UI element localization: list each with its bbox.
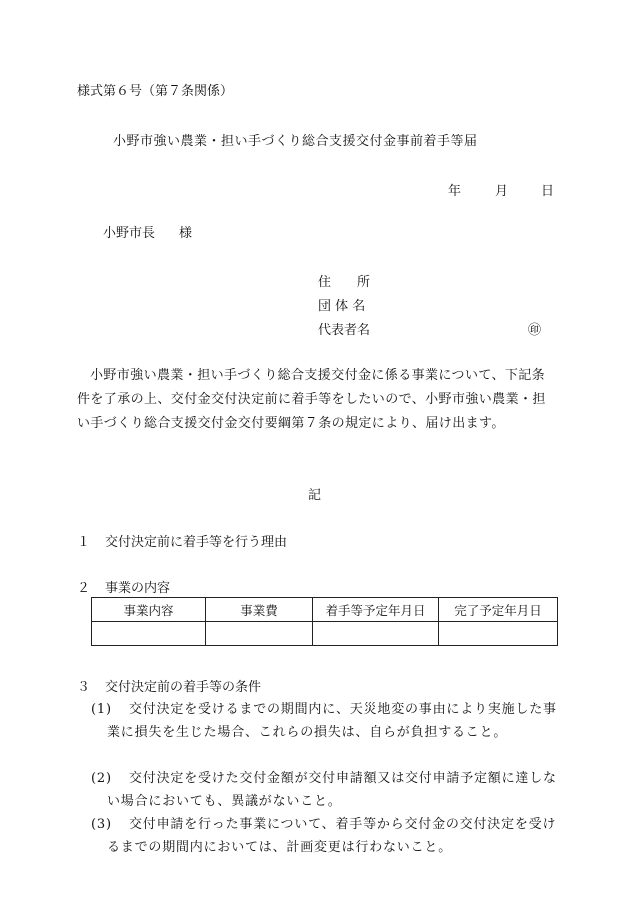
section-2-number: ２ [77, 581, 91, 596]
addressee-name: 小野市長 [103, 226, 156, 241]
section-3-heading [77, 676, 261, 695]
condition-text: 交付決定を受けた交付金額が交付申請額又は交付申請予定額に達しない場合においても、異議がないこと。 [107, 771, 557, 809]
date-day-label: 日 [541, 184, 555, 199]
condition-number: (2) [91, 771, 112, 786]
section-1-heading [77, 531, 287, 550]
section-1-number: １ [77, 535, 91, 550]
section-3-number: ３ [77, 680, 91, 695]
form-number: 様式第６号（第７条関係） [77, 84, 234, 99]
condition-text: 交付決定を受けるまでの期間内に、天災地変の事由により実施した事業に損失を生じた場合、これらの損失は、自らが負担すること。 [107, 702, 557, 740]
condition-number: (1) [91, 702, 112, 717]
section-3-title: 交付決定前の着手等の条件 [105, 680, 262, 695]
organization-label: 団 体 名 [318, 299, 366, 314]
table-header-cell: 事業費 [206, 598, 313, 622]
date-year-label: 年 [448, 184, 462, 199]
addressee [103, 222, 192, 241]
table-header-row [92, 598, 558, 622]
representative-label: 代表者名 [318, 323, 371, 338]
applicant-block [318, 271, 370, 343]
table-cell [92, 622, 206, 646]
address-label: 住 所 [318, 275, 371, 290]
table-row [92, 622, 558, 646]
seal-mark: ㊞ [528, 323, 542, 338]
document-title: 小野市強い農業・担い手づくり総合支援交付金事前着手等届 [113, 134, 478, 149]
body-paragraph: 小野市強い農業・担い手づくり総合支援交付金に係る事業について、下記条件を了承の上、交付金交付決定前に着手等をしたいので、小野市強い農業・担い手づくり総合支援交付金交付要綱第７条の規定により、届け出ます。 [77, 368, 546, 431]
project-content-table [91, 597, 558, 646]
section-1-title: 交付決定前に着手等を行う理由 [105, 535, 288, 550]
table-cell [313, 622, 439, 646]
table-cell [206, 622, 313, 646]
ki-heading: 記 [308, 488, 322, 503]
date-month-label: 月 [495, 184, 509, 199]
table-header-cell: 着手等予定年月日 [313, 598, 439, 622]
table-cell [439, 622, 558, 646]
condition-text: 交付申請を行った事業について、着手等から交付金の交付決定を受けるまでの期間内においては、計画変更は行わないこと。 [107, 817, 557, 855]
addressee-honorific: 様 [179, 226, 193, 241]
condition-item [91, 813, 557, 859]
condition-number: (3) [91, 817, 112, 832]
table-header-cell: 完了予定年月日 [439, 598, 558, 622]
table-header-cell: 事業内容 [92, 598, 206, 622]
condition-item [91, 698, 557, 744]
condition-item [91, 767, 557, 813]
section-2-title: 事業の内容 [105, 581, 171, 596]
section-2-heading [77, 577, 170, 596]
